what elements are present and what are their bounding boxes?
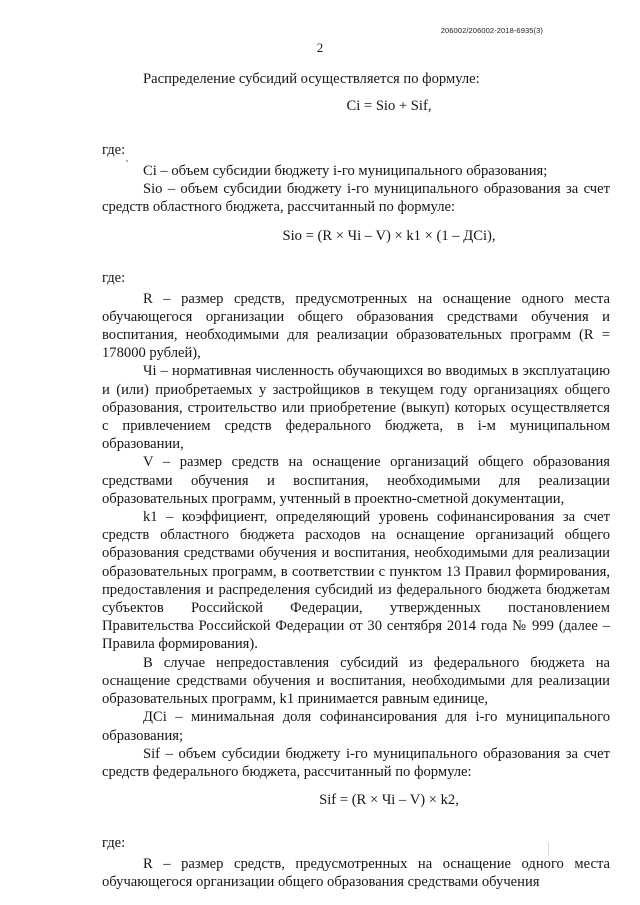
scan-artifact [548, 842, 549, 856]
definition-k1: k1 – коэффициент, определяющий уровень софинансирования за счет средств областного бюджета расходов на оснащение организаций общего образования средствами обучения и воспитания, необходимыми для реализации образовательных программ, в соответствии с пунктом 13 Правил формирования, предоставления и распределения субсидий из федерального бюджета бюджетам субъектов Российской Федерации, утвержденных постановлением Правительства Российской Федерации от 30 сентября 2014 года № 999 (далее – Правила формирования). [102, 509, 610, 653]
definition-v: V – размер средств на оснащение организаций общего образования средствами обучения и воспитания, необходимыми для реализации образовательных программ, учтенный в проектно-сметной документации, [102, 454, 610, 507]
document-number: 206002/206002-2018-6935(3) [440, 26, 543, 35]
formula-sio: Sio = (R × Чi – V) × k1 × (1 – ДСi), [282, 228, 496, 245]
where-label: где: [102, 142, 126, 159]
intro-paragraph: Распределение субсидий осуществляется по формуле: [143, 71, 480, 87]
where-label: где: [102, 835, 126, 852]
definition-dsi: ДСi – минимальная доля софинансирования для i-го муниципального образования; [102, 709, 610, 744]
definition-sif: Sif – объем субсидии бюджету i-го муниципального образования за счет средств федерального бюджета, рассчитанный по формуле: [102, 745, 610, 780]
formula-ci: Сi = Sio + Sif, [346, 98, 432, 115]
definition-r: R – размер средств, предусмотренных на оснащение одного места обучающегося организации общего образования средствами обучения и воспитания, необходимыми для реализации образовательных программ (R = 178000 рублей), [102, 290, 610, 362]
definition-r-continued: R – размер средств, предусмотренных на оснащение одного места обучающегося организации общего образования средствами обучения [102, 855, 610, 890]
definition-chi: Чi – нормативная численность обучающихся во вводимых в эксплуатацию и (или) приобретаемых у застройщиков в текущем году организациях общего образования, строительство или приобретение (выкуп) которых осуществляется с привлечением средств федерального бюджета, в i-м муниципальном образовании, [102, 363, 610, 453]
page-number: 2 [316, 40, 324, 55]
case-paragraph: В случае непредоставления субсидий из федерального бюджета на оснащение средствами обучения и воспитания, необходимыми для реализации образовательных программ, k1 принимается равным единице, [102, 654, 610, 708]
scan-artifact [126, 160, 128, 162]
definition-sio: Sio – объем субсидии бюджету i-го муниципального образования за счет средств областного бюджета, рассчитанный по формуле: [102, 180, 610, 216]
formula-sif: Sif = (R × Чi – V) × k2, [319, 792, 459, 809]
definition-ci: Сi – объем субсидии бюджету i-го муниципального образования; [143, 162, 548, 179]
where-label: где: [102, 270, 126, 287]
document-body [102, 70, 610, 891]
